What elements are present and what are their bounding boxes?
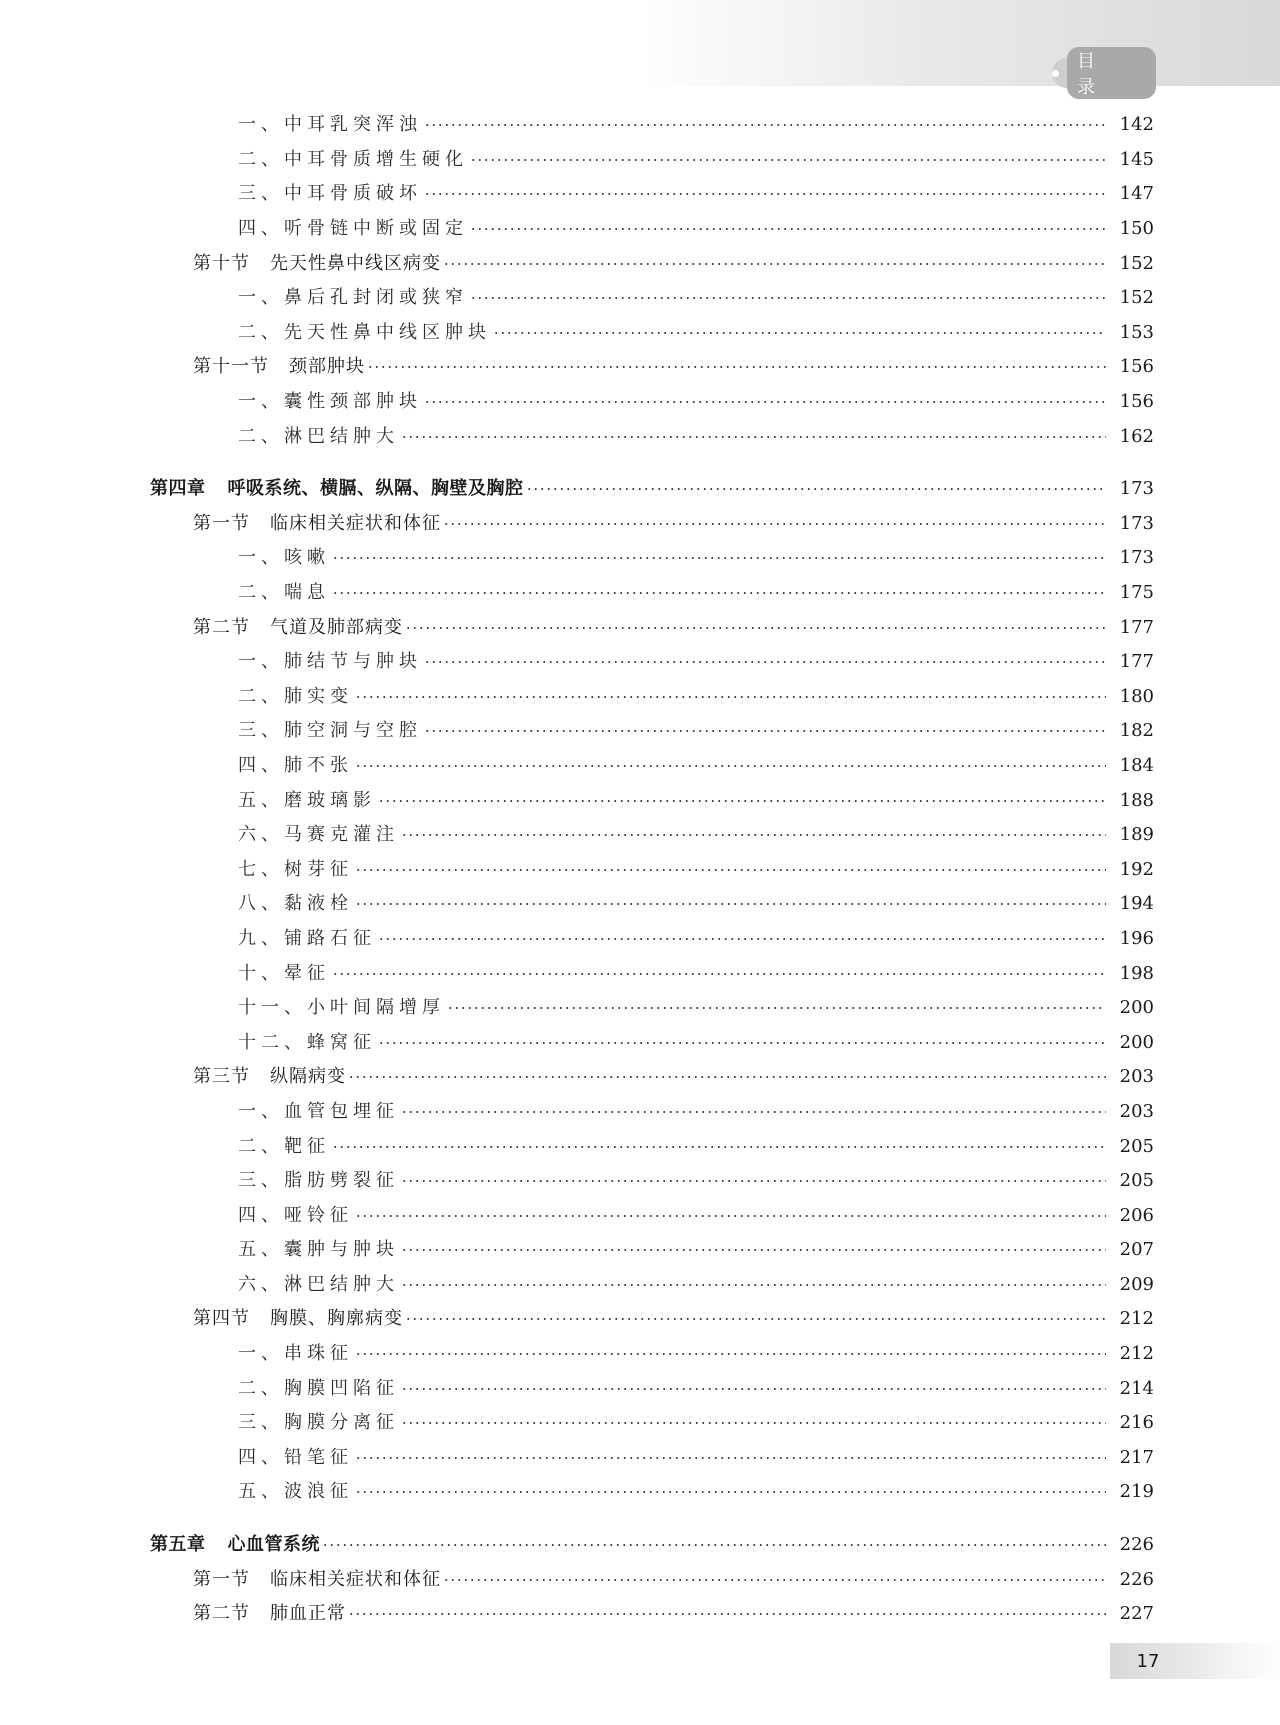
toc-entry-title — [193, 616, 403, 638]
dot-leader — [401, 1388, 1106, 1390]
dot-leader — [424, 730, 1106, 732]
toc-page-number: 177 — [1119, 651, 1154, 673]
toc-page-number: 173 — [1119, 478, 1154, 500]
toc-page-number: 162 — [1119, 425, 1154, 447]
toc-page-number: 156 — [1119, 391, 1154, 413]
toc-entry-title — [238, 220, 468, 238]
toc-entry-title — [150, 480, 524, 498]
toc-page-number: 150 — [1119, 218, 1154, 240]
toc-entry-text: 五、波浪征 — [238, 1481, 353, 1503]
dot-leader — [443, 263, 1106, 265]
dot-leader — [447, 1007, 1106, 1009]
toc-section-row[interactable] — [0, 1302, 1280, 1337]
toc-entry-title — [238, 722, 422, 740]
toc-entry-text: 十、晕征 — [238, 962, 330, 984]
toc-page-number: 147 — [1119, 183, 1154, 205]
dot-leader — [470, 159, 1106, 161]
toc-page-number: 227 — [1119, 1603, 1154, 1625]
toc-entry-title — [193, 1568, 441, 1590]
toc-item-row[interactable] — [0, 576, 1280, 611]
toc-entry-title — [238, 1172, 399, 1190]
toc-entry-title — [193, 512, 441, 534]
toc-entry-title — [238, 1241, 399, 1259]
toc-item-row[interactable] — [0, 1198, 1280, 1233]
toc-entry-title — [238, 754, 353, 776]
toc-page-number: 205 — [1119, 1170, 1154, 1192]
toc-item-row[interactable] — [0, 1233, 1280, 1268]
dot-leader — [348, 1076, 1106, 1078]
toc-page-number: 152 — [1119, 287, 1154, 309]
toc-page-number: 142 — [1119, 114, 1154, 136]
dot-leader — [401, 1180, 1106, 1182]
toc-page-number: 203 — [1119, 1066, 1154, 1088]
toc-entry-text: 九、铺路石征 — [238, 927, 376, 949]
toc-item-row[interactable] — [0, 749, 1280, 784]
toc-page-number: 194 — [1119, 893, 1154, 915]
toc-entry-title — [193, 252, 441, 274]
toc-section-row[interactable] — [0, 1562, 1280, 1597]
toc-item-row[interactable] — [0, 1475, 1280, 1510]
toc-entry-text: 颈部肿块 — [289, 356, 365, 378]
toc-entry-title — [238, 858, 353, 880]
toc-section-row[interactable] — [0, 1597, 1280, 1632]
toc-entry-text: 二、先天性鼻中线区肿块 — [238, 321, 491, 343]
toc-entry-title — [238, 116, 422, 134]
toc-page-number: 214 — [1119, 1377, 1154, 1399]
toc-entry-text: 气道及肺部病变 — [270, 616, 403, 638]
toc-entry-title — [238, 1377, 399, 1399]
toc-entry-title — [238, 826, 399, 844]
dot-leader — [401, 1284, 1106, 1286]
toc-entry-title — [193, 1605, 346, 1623]
dot-leader — [355, 1353, 1106, 1355]
toc-entry-number: 第一节 — [193, 512, 250, 534]
bullet-dot-icon — [1052, 70, 1059, 77]
dot-leader — [332, 1146, 1106, 1148]
dot-leader — [526, 488, 1107, 490]
dot-leader — [405, 1318, 1106, 1320]
toc-entry-title — [238, 685, 353, 707]
toc-item-row[interactable] — [0, 1164, 1280, 1199]
dot-leader — [424, 661, 1106, 663]
dot-leader — [367, 366, 1106, 368]
toc-entry-title — [238, 1483, 353, 1501]
toc-entry-title — [193, 1310, 403, 1328]
toc-entry-text: 临床相关症状和体征 — [270, 512, 441, 534]
dot-leader — [332, 973, 1106, 975]
toc-item-row[interactable] — [0, 1406, 1280, 1441]
toc-entry-title — [238, 425, 399, 447]
toc-page-number: 212 — [1119, 1308, 1154, 1330]
toc-entry-title — [238, 393, 422, 411]
dot-leader — [470, 297, 1106, 299]
toc-entry-text: 六、淋巴结肿大 — [238, 1273, 399, 1295]
dot-leader — [355, 869, 1106, 871]
toc-item-row[interactable] — [0, 281, 1280, 316]
toc-entry-text: 心血管系统 — [227, 1534, 320, 1556]
toc-entry-text: 一、肺结节与肿块 — [238, 651, 422, 673]
toc-item-row[interactable] — [0, 143, 1280, 178]
toc-entry-text: 肺血正常 — [270, 1603, 346, 1625]
toc-entry-title — [193, 1068, 346, 1086]
toc-entry-text: 先天性鼻中线区病变 — [270, 252, 441, 274]
toc-entry-text: 二、胸膜凹陷征 — [238, 1377, 399, 1399]
toc-item-row[interactable] — [0, 177, 1280, 212]
dot-leader — [355, 1215, 1106, 1217]
toc-item-row[interactable] — [0, 991, 1280, 1026]
toc-entry-number: 第三节 — [193, 1066, 250, 1088]
dot-leader — [424, 193, 1106, 195]
toc-entry-text: 四、铅笔征 — [238, 1446, 353, 1468]
toc-item-row[interactable] — [0, 1371, 1280, 1406]
dot-leader — [470, 228, 1106, 230]
toc-item-row[interactable] — [0, 956, 1280, 991]
toc-entry-title — [238, 927, 376, 949]
toc-page-number: 205 — [1119, 1135, 1154, 1157]
toc-page-number: 156 — [1119, 356, 1154, 378]
toc-entry-text: 纵隔病变 — [270, 1066, 346, 1088]
toc-page-number: 206 — [1119, 1204, 1154, 1226]
toc-page-number: 203 — [1119, 1100, 1154, 1122]
toc-entry-text: 二、靶征 — [238, 1135, 330, 1157]
toc-section-row[interactable] — [0, 1060, 1280, 1095]
toc-item-row[interactable] — [0, 1441, 1280, 1476]
toc-entry-title — [238, 321, 491, 343]
toc-entry-number: 第十节 — [193, 252, 250, 274]
toc-entry-text: 三、脂肪劈裂征 — [238, 1170, 399, 1192]
toc-item-row[interactable] — [0, 1129, 1280, 1164]
toc-entry-title — [238, 1414, 399, 1432]
toc-entry-number: 第一节 — [193, 1568, 250, 1590]
toc-entry-number: 第十一节 — [193, 356, 269, 378]
toc-page-number: 189 — [1119, 824, 1154, 846]
toc-entry-number: 第五章 — [150, 1534, 206, 1556]
toc-item-row[interactable] — [0, 1025, 1280, 1060]
toc-section-row[interactable] — [0, 246, 1280, 281]
dot-leader — [378, 1042, 1106, 1044]
toc-entry-text: 五、磨玻璃影 — [238, 789, 376, 811]
toc-section-row[interactable] — [0, 350, 1280, 385]
toc-page-number: 207 — [1119, 1239, 1154, 1261]
toc-item-row[interactable] — [0, 541, 1280, 576]
toc-entry-text: 胸膜、胸廓病变 — [270, 1308, 403, 1330]
dot-leader — [355, 903, 1106, 905]
toc-item-row[interactable] — [0, 385, 1280, 420]
dot-leader — [332, 592, 1106, 594]
dot-leader — [401, 1422, 1106, 1424]
dot-leader — [424, 401, 1106, 403]
toc-page-number: 177 — [1119, 616, 1154, 638]
dot-leader — [401, 1249, 1106, 1251]
dot-leader — [355, 1491, 1106, 1493]
toc-entry-title — [238, 999, 445, 1017]
toc-page-number: 188 — [1119, 789, 1154, 811]
toc-entry-text: 四、哑铃征 — [238, 1204, 353, 1226]
toc-page-number: 196 — [1119, 927, 1154, 949]
dot-leader — [355, 1457, 1106, 1459]
table-of-contents — [0, 108, 1280, 1632]
toc-entry-text: 二、中耳骨质增生硬化 — [238, 148, 468, 170]
dot-leader — [443, 523, 1106, 525]
toc-page-number: 152 — [1119, 252, 1154, 274]
toc-item-row[interactable] — [0, 852, 1280, 887]
dot-leader — [401, 1111, 1106, 1113]
toc-chapter-row[interactable] — [0, 1528, 1280, 1563]
toc-entry-title — [238, 1135, 330, 1157]
toc-entry-text: 十二、蜂窝征 — [238, 1031, 376, 1053]
toc-item-row[interactable] — [0, 212, 1280, 247]
toc-item-row[interactable] — [0, 922, 1280, 957]
toc-item-row[interactable] — [0, 818, 1280, 853]
dot-leader — [322, 1544, 1106, 1546]
toc-page-number: 209 — [1119, 1273, 1154, 1295]
toc-entry-number: 第二节 — [193, 616, 250, 638]
toc-entry-text: 三、中耳骨质破坏 — [238, 183, 422, 205]
toc-item-row[interactable] — [0, 1268, 1280, 1303]
toc-page-number: 173 — [1119, 512, 1154, 534]
toc-entry-title — [238, 148, 468, 170]
toc-page-number: 175 — [1119, 582, 1154, 604]
toc-entry-title — [238, 895, 353, 913]
toc-entry-text: 四、听骨链中断或固定 — [238, 218, 468, 240]
toc-entry-title — [238, 653, 422, 671]
toc-page-number: 173 — [1119, 547, 1154, 569]
toc-entry-title — [238, 1345, 353, 1363]
dot-leader — [401, 436, 1106, 438]
section-tag-label: 目 录 — [1067, 47, 1156, 99]
dot-leader — [332, 557, 1106, 559]
toc-entry-text: 一、血管包埋征 — [238, 1100, 399, 1122]
toc-item-row[interactable] — [0, 783, 1280, 818]
toc-page-number: 192 — [1119, 858, 1154, 880]
dot-leader — [355, 696, 1106, 698]
toc-page-number: 216 — [1119, 1412, 1154, 1434]
dot-leader — [443, 1579, 1106, 1581]
dot-leader — [401, 834, 1106, 836]
toc-item-row[interactable] — [0, 1095, 1280, 1130]
page-number: 17 — [1136, 1650, 1160, 1672]
toc-entry-title — [238, 185, 422, 203]
toc-entry-text: 六、马赛克灌注 — [238, 824, 399, 846]
toc-entry-number: 第四章 — [150, 478, 206, 500]
toc-entry-text: 二、肺实变 — [238, 685, 353, 707]
toc-entry-text: 二、喘息 — [238, 582, 330, 604]
toc-item-row[interactable] — [0, 419, 1280, 454]
toc-page-number: 198 — [1119, 962, 1154, 984]
toc-entry-title — [238, 789, 376, 811]
toc-entry-title — [238, 1446, 353, 1468]
toc-entry-title — [238, 1204, 353, 1226]
toc-entry-text: 一、中耳乳突浑浊 — [238, 114, 422, 136]
toc-entry-text: 一、囊性颈部肿块 — [238, 391, 422, 413]
toc-item-row[interactable] — [0, 645, 1280, 680]
toc-page-number: 200 — [1119, 1031, 1154, 1053]
toc-item-row[interactable] — [0, 680, 1280, 715]
toc-entry-text: 二、淋巴结肿大 — [238, 425, 399, 447]
toc-item-row[interactable] — [0, 714, 1280, 749]
toc-page-number: 200 — [1119, 997, 1154, 1019]
toc-item-row[interactable] — [0, 1337, 1280, 1372]
dot-leader — [355, 765, 1106, 767]
dot-leader — [378, 800, 1106, 802]
toc-entry-text: 三、肺空洞与空腔 — [238, 720, 422, 742]
dot-leader — [405, 627, 1106, 629]
toc-entry-title — [238, 584, 330, 602]
toc-entry-text: 八、黏液栓 — [238, 893, 353, 915]
toc-entry-title — [238, 1100, 399, 1122]
toc-entry-title — [238, 549, 330, 567]
toc-entry-text: 一、咳嗽 — [238, 547, 330, 569]
toc-entry-text: 三、胸膜分离征 — [238, 1412, 399, 1434]
toc-item-row[interactable] — [0, 108, 1280, 143]
toc-entry-text: 五、囊肿与肿块 — [238, 1239, 399, 1261]
toc-entry-title — [238, 1031, 376, 1053]
toc-page-number: 180 — [1119, 685, 1154, 707]
toc-entry-text: 一、鼻后孔封闭或狭窄 — [238, 287, 468, 309]
toc-page-number: 219 — [1119, 1481, 1154, 1503]
toc-page-number: 153 — [1119, 321, 1154, 343]
toc-entry-number: 第二节 — [193, 1603, 250, 1625]
dot-leader — [493, 332, 1106, 334]
toc-item-row[interactable] — [0, 316, 1280, 351]
toc-entry-text: 十一、小叶间隔增厚 — [238, 997, 445, 1019]
toc-entry-text: 七、树芽征 — [238, 858, 353, 880]
toc-entry-title — [150, 1536, 320, 1554]
toc-page-number: 212 — [1119, 1343, 1154, 1365]
toc-entry-text: 临床相关症状和体征 — [270, 1568, 441, 1590]
toc-page-number: 226 — [1119, 1568, 1154, 1590]
toc-entry-text: 一、串珠征 — [238, 1343, 353, 1365]
toc-entry-title — [238, 289, 468, 307]
toc-page-number: 184 — [1119, 754, 1154, 776]
toc-entry-text: 呼吸系统、横膈、纵隔、胸壁及胸腔 — [227, 478, 524, 500]
dot-leader — [424, 124, 1106, 126]
toc-page-number: 217 — [1119, 1446, 1154, 1468]
toc-entry-text: 四、肺不张 — [238, 754, 353, 776]
toc-item-row[interactable] — [0, 887, 1280, 922]
toc-entry-number: 第四节 — [193, 1308, 250, 1330]
toc-entry-title — [238, 1273, 399, 1295]
toc-chapter-row[interactable] — [0, 472, 1280, 507]
toc-page-number: 182 — [1119, 720, 1154, 742]
dot-leader — [348, 1613, 1106, 1615]
toc-section-row[interactable] — [0, 507, 1280, 542]
toc-entry-title — [238, 962, 330, 984]
dot-leader — [378, 938, 1106, 940]
toc-section-row[interactable] — [0, 610, 1280, 645]
toc-entry-title — [193, 358, 365, 376]
toc-page-number: 226 — [1119, 1534, 1154, 1556]
toc-page-number: 145 — [1119, 148, 1154, 170]
section-tag — [1052, 51, 1156, 98]
